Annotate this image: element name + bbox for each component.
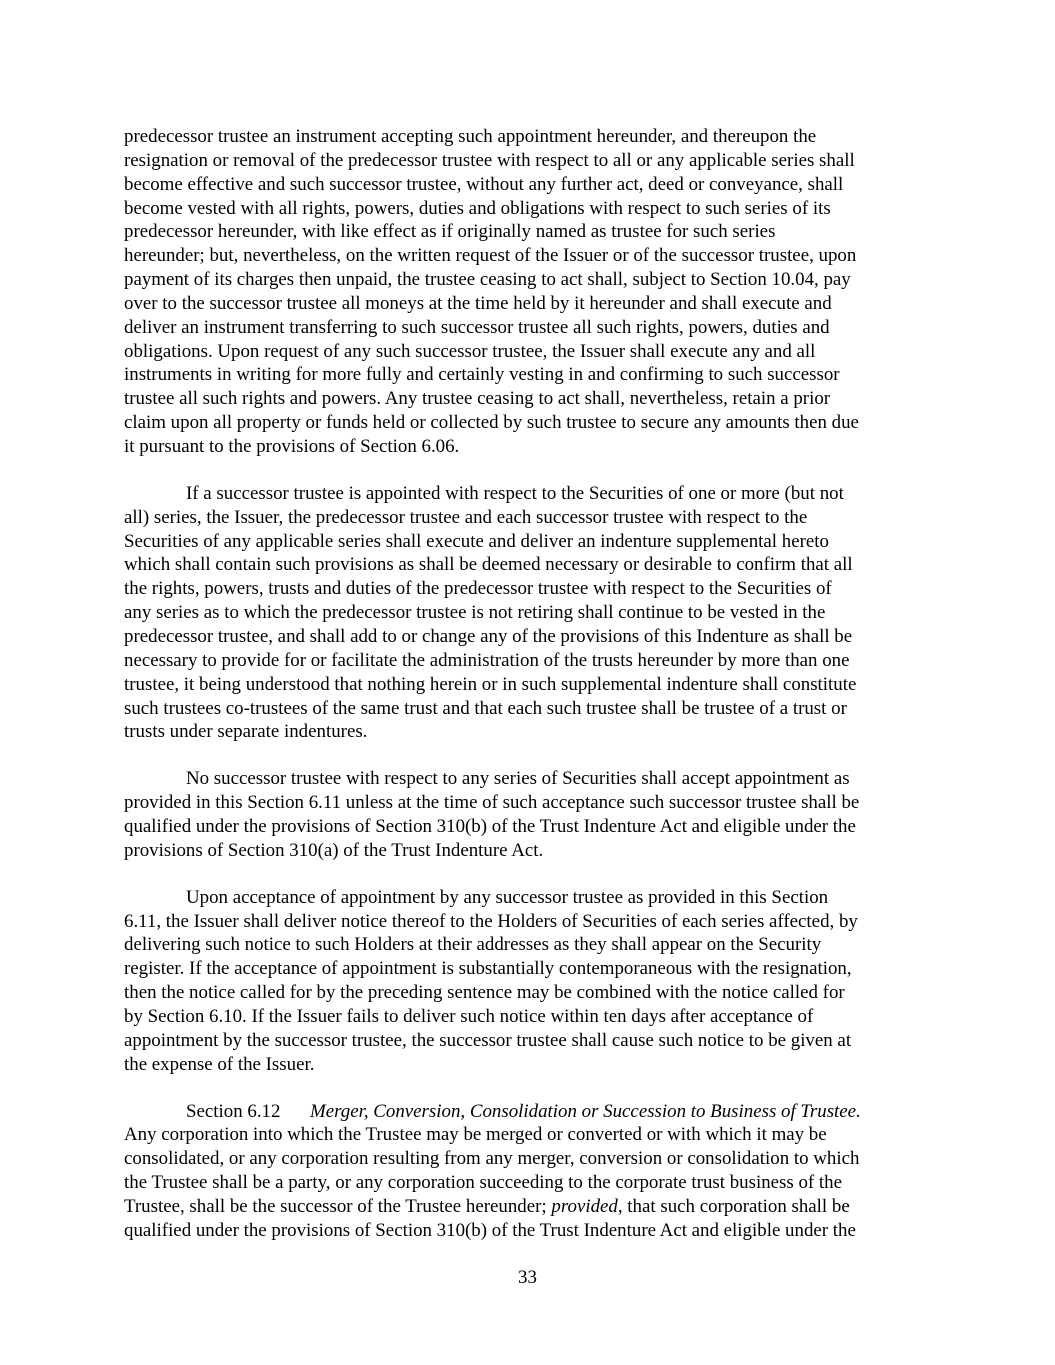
text-line: the rights, powers, trusts and duties of the predecessor trustee with respect to the Securities of: [124, 578, 832, 600]
text-line: trustee, it being understood that nothing herein or in such supplemental indenture shall constitute: [124, 673, 857, 695]
text-line: provided in this Section 6.11 unless at the time of such acceptance such successor trustee shall be: [124, 792, 860, 814]
text-line: 6.11, the Issuer shall deliver notice thereof to the Holders of Securities of each series affected, by: [124, 910, 858, 932]
text-line: If a successor trustee is appointed with respect to the Securities of one or more (but not: [186, 482, 844, 504]
text-line: over to the successor trustee all moneys at the time held by it hereunder and shall execute and: [124, 292, 832, 314]
text-line: predecessor hereunder, with like effect as if originally named as trustee for such series: [124, 221, 776, 243]
text-line: which shall contain such provisions as shall be deemed necessary or desirable to confirm that all: [124, 554, 853, 576]
text-line: Any corporation into which the Trustee may be merged or converted or with which it may be: [124, 1124, 827, 1146]
text-line: qualified under the provisions of Section 310(b) of the Trust Indenture Act and eligible under the: [124, 815, 856, 837]
section-number: Section 6.12: [186, 1100, 281, 1122]
text-line: provisions of Section 310(a) of the Trust Indenture Act.: [124, 839, 544, 861]
paragraph-eligibility-requirement: [124, 767, 934, 862]
text-fragment: , that such corporation shall be: [617, 1195, 850, 1217]
text-line: become effective and such successor trustee, without any further act, deed or conveyance, shall: [124, 173, 844, 195]
text-line: by Section 6.10. If the Issuer fails to deliver such notice within ten days after acceptance of: [124, 1005, 814, 1027]
text-line: register. If the acceptance of appointment is substantially contemporaneous with the resignation,: [124, 958, 852, 980]
paragraph-appointment-effect: [124, 125, 934, 459]
text-line: any series as to which the predecessor trustee is not retiring shall continue to be vested in the: [124, 602, 826, 624]
document-page: [124, 125, 934, 1243]
section-heading-line: [124, 1100, 934, 1124]
text-line: the Trustee shall be a party, or any corporation succeeding to the corporate trust business of the: [124, 1172, 842, 1194]
text-line: resignation or removal of the predecessor trustee with respect to all or any applicable series shall: [124, 149, 855, 171]
paragraph-spacer: [124, 1077, 934, 1100]
paragraph-notice-to-holders: [124, 886, 934, 1077]
provided-term: provided: [551, 1195, 618, 1217]
text-line: trustee all such rights and powers. Any trustee ceasing to act shall, nevertheless, retain a prior: [124, 388, 831, 410]
text-line: predecessor trustee, and shall add to or change any of the provisions of this Indenture as shall be: [124, 625, 853, 647]
text-line: necessary to provide for or facilitate the administration of the trusts hereunder by more than one: [124, 649, 850, 671]
text-line: trusts under separate indentures.: [124, 721, 368, 743]
text-line: consolidated, or any corporation resulting from any merger, conversion or consolidation to which: [124, 1148, 860, 1170]
text-line: appointment by the successor trustee, the successor trustee shall cause such notice to be given at: [124, 1029, 852, 1051]
text-line: it pursuant to the provisions of Section 6.06.: [124, 435, 460, 457]
text-fragment: Trustee, shall be the successor of the Trustee hereunder;: [124, 1195, 552, 1217]
text-line: [124, 1195, 934, 1219]
text-line: such trustees co-trustees of the same trust and that each such trustee shall be trustee of a trust or: [124, 697, 847, 719]
paragraph-spacer: [124, 459, 934, 482]
section-6-12: [124, 1100, 934, 1243]
page-number: 33: [518, 1267, 537, 1288]
text-line: qualified under the provisions of Section 310(b) of the Trust Indenture Act and eligible under the: [124, 1219, 856, 1241]
text-line: then the notice called for by the preceding sentence may be combined with the notice called for: [124, 982, 845, 1004]
section-title: Merger, Conversion, Consolidation or Succession to Business of Trustee.: [310, 1100, 861, 1122]
text-line: become vested with all rights, powers, duties and obligations with respect to such series of its: [124, 197, 831, 219]
text-line: Securities of any applicable series shall execute and deliver an indenture supplemental hereto: [124, 530, 829, 552]
text-line: Upon acceptance of appointment by any successor trustee as provided in this Section: [186, 886, 829, 908]
text-line: claim upon all property or funds held or collected by such trustee to secure any amounts then due: [124, 412, 859, 434]
text-line: obligations. Upon request of any such successor trustee, the Issuer shall execute any and all: [124, 340, 816, 362]
text-line: payment of its charges then unpaid, the trustee ceasing to act shall, subject to Section 10.04, pay: [124, 269, 851, 291]
text-line: the expense of the Issuer.: [124, 1053, 315, 1075]
paragraph-spacer: [124, 863, 934, 886]
text-line: all) series, the Issuer, the predecessor trustee and each successor trustee with respect to the: [124, 506, 808, 528]
text-line: predecessor trustee an instrument accepting such appointment hereunder, and thereupon the: [124, 126, 817, 147]
paragraph-spacer: [124, 744, 934, 767]
text-line: deliver an instrument transferring to such successor trustee all such rights, powers, duties and: [124, 316, 830, 338]
text-line: instruments in writing for more fully and certainly vesting in and confirming to such successor: [124, 364, 840, 386]
paragraph-partial-series-successor: [124, 482, 934, 744]
text-line: No successor trustee with respect to any series of Securities shall accept appointment as: [186, 768, 850, 790]
text-line: hereunder; but, nevertheless, on the written request of the Issuer or of the successor trustee, upon: [124, 245, 857, 267]
text-line: delivering such notice to such Holders at their addresses as they shall appear on the Security: [124, 934, 822, 956]
